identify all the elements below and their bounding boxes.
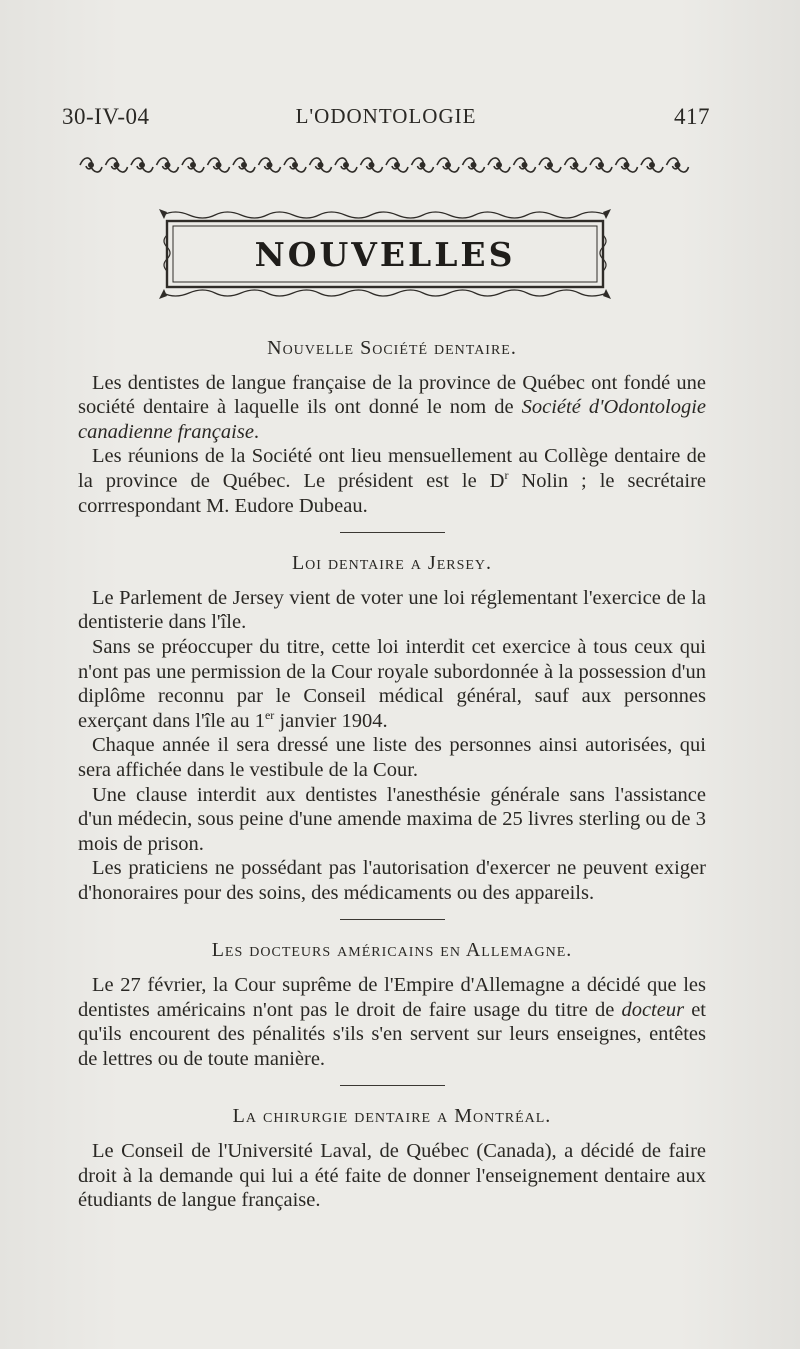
ornament-dot (165, 163, 169, 167)
article-paragraph: Les praticiens ne possédant pas l'autorisation d'exercer ne peuvent exiger d'honoraires pour des soins, des médicaments ou des appareils. (78, 857, 706, 904)
article-paragraph: Une clause interdit aux dentistes l'anesthésie générale sans l'assistance d'un médecin, sous peine d'une amende maxima de 25 livres sterling ou de 3 mois de prison. (78, 783, 706, 855)
article-paragraph: Le 27 février, la Cour suprême de l'Empire d'Allemagne a décidé que les dentistes américains n'ont pas le droit de faire usage du titre de docteur et qu'ils encourent des pénalités s'ils s'en servent sur leurs enseignes, entêtes de lettres ou de toute manière. (78, 974, 706, 1070)
article-heading: Loi dentaire a Jersey. (291, 552, 493, 575)
ornament-dot (497, 163, 501, 167)
section-title-frame (155, 205, 615, 303)
ornament-dot (344, 163, 348, 167)
ornament-dot (471, 163, 475, 167)
ornament-dot (573, 163, 577, 167)
section-divider (340, 1085, 445, 1086)
ornament-dot (675, 163, 679, 167)
section-divider (340, 919, 445, 920)
journal-title: L'ODONTOLOGIE (295, 104, 477, 128)
ornament-dot (548, 163, 552, 167)
article-content (78, 336, 706, 1213)
ornament-dot (114, 163, 118, 167)
article-paragraph: Le Parlement de Jersey vient de voter une loi réglementant l'exercice de la dentisterie dans l'île. (78, 586, 706, 634)
ornament-band (78, 155, 690, 175)
title-docteur: docteur (621, 998, 685, 1021)
issue-date: 30-IV-04 (62, 104, 150, 129)
ornament-dot (395, 163, 399, 167)
article-heading: Nouvelle Société dentaire. (267, 337, 517, 359)
article-paragraph: Le Conseil de l'Université Laval, de Québec (Canada), a décidé de faire droit à la demande qui lui a été faite de donner l'enseignement dentaire aux étudiants de langue française. (78, 1140, 706, 1212)
article-paragraph: Les réunions de la Société ont lieu mensuellement au Collège dentaire de la province de Québec. Le président est le $D^r$ Nolin ; le secrétaire corrrespondant M. Eudore Dubeau. (78, 445, 706, 517)
article-heading: Les docteurs américains en Allemagne. (211, 939, 573, 962)
section-title: NOUVELLES (254, 235, 516, 274)
article-paragraph: Chaque année il sera dressé une liste des personnes ainsi autorisées, qui sera affichée dans le vestibule de la Cour. (78, 734, 706, 781)
ornament-dot (89, 163, 93, 167)
ornament-dot (522, 163, 526, 167)
ornament-dot (446, 163, 450, 167)
ornament-dot (369, 163, 373, 167)
ornament-dot (140, 163, 144, 167)
ornament-dot (267, 163, 271, 167)
ornament-dot (624, 163, 628, 167)
article-paragraph: Les dentistes de langue française de la province de Québec ont fondé une société dentaire à laquelle ils ont donné le nom de Société d'Odontologie canadienne française. (78, 371, 706, 443)
ornament-dot (293, 163, 297, 167)
ornament-dot (318, 163, 322, 167)
ornament-dot (242, 163, 246, 167)
ornament-dot (599, 163, 603, 167)
ornament-dot (650, 163, 654, 167)
page-number: 417 (674, 104, 710, 129)
article-heading: La chirurgie dentaire a Montréal. (232, 1105, 552, 1128)
running-head (62, 104, 710, 140)
section-divider (340, 532, 445, 533)
ornament-dot (216, 163, 220, 167)
ornament-dot (420, 163, 424, 167)
ornament-dot (191, 163, 195, 167)
society-name: Société d'Odontologie canadienne française (78, 396, 706, 443)
article-paragraph: Sans se préoccuper du titre, cette loi interdit cet exercice à tous ceux qui n'ont pas une permission de la Cour royale subordonnée à la possession d'un diplôme reconnu par le Conseil médical général, sauf aux personnes exerçant dans l'île au 1er janvier 1904. (78, 635, 706, 732)
